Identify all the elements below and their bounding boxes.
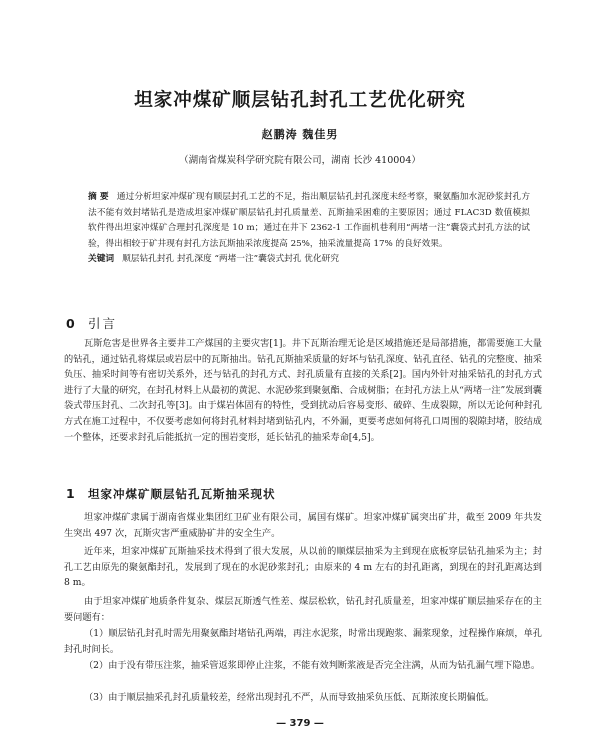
body-paragraph: （2）由于没有带压注浆，抽采管返浆即停止注浆，不能有效判断浆液是否完全注满，从而为钻孔漏气埋下隐患。 — [84, 660, 541, 671]
abstract-block — [88, 190, 530, 268]
abstract-text: 通过分析坦家冲煤矿现有顺层封孔工艺的不足，指出顺层钻孔封孔深度未经考察，聚氨酯加水泥砂浆封孔方法不能有效封堵钻孔是造成坦家冲煤矿顺层钻孔封孔质量差、瓦斯抽采困难的主要原因；通过 FLAC3D 数值模拟软件得出坦家冲煤矿合理封孔深度是 10 m；通过在井下 2362-1 工作面机巷利用“两堵一注”囊袋式封孔方法的试验，得出相较于矿井现有封孔方法瓦斯抽采浓度提高 25%，抽采流量提高 17% 的良好效果。 — [88, 192, 531, 249]
section-title: 坦家冲煤矿顺层钻孔瓦斯抽采现状 — [88, 487, 276, 501]
keywords-text: 顺层钻孔封孔 封孔深度 “两堵一注”囊袋式封孔 优化研究 — [122, 254, 340, 265]
section-heading-intro — [66, 314, 117, 332]
section-number: 1 — [66, 486, 75, 501]
keywords-label: 关键词 — [88, 254, 115, 265]
body-paragraph: 坦家冲煤矿隶属于湖南省煤业集团红卫矿业有限公司，属国有煤矿。坦家冲煤矿属突出矿井，截至 2009 年共发生突出 497 次，瓦斯灾害严重威胁矿井的安全生产。 — [64, 512, 542, 539]
keywords-paragraph — [88, 252, 530, 268]
paper-authors: 赵鹏涛 魏佳男 — [261, 128, 339, 141]
abstract-paragraph — [88, 190, 530, 252]
author-affiliation: （湖南省煤炭科学研究院有限公司，湖南 长沙 410004） — [179, 155, 421, 166]
section-heading-status — [66, 486, 276, 502]
intro-paragraph: 瓦斯危害是世界各主要井工产煤国的主要灾害[1]。井下瓦斯治理无论是区域措施还是局部措施，都需要施工大量的钻孔，通过钻孔将煤层或岩层中的瓦斯抽出。钻孔瓦斯抽采质量的好坏与钻孔深度、钻孔直径、钻孔的完整度、抽采负压、抽采时间等有密切关系外，还与钻孔的封孔方式、封孔质量有直接的关系[2]。国内外针对抽采钻孔的封孔方式进行了大量的研究，在封孔材料上从最初的黄泥、水泥砂浆到聚氨酯、合成树脂；在封孔方法上从“两堵一注”发展到囊袋式带压封孔、二次封孔等[3]。由于煤岩体固有的特性，受到扰动后容易变形、破碎、生成裂隙，所以无论何种封孔方式在施工过程中，不仅要考虑如何将封孔材料封堵到钻孔内，不外漏，更要考虑如何将孔口周围的裂隙封堵，胶结成一个整体，还要求封孔后能抵抗一定的围岩变形，延长钻孔的抽采寿命[4,5]。 — [64, 338, 542, 443]
body-paragraph: （3）由于顺层抽采孔封孔质量较差，经常出现封孔不严，从而导致抽采负压低、瓦斯浓度长期偏低。 — [84, 692, 495, 703]
body-paragraph: 近年来，坦家冲煤矿瓦斯抽采技术得到了很大发展，从以前的顺煤层抽采为主到现在底板穿层钻孔抽采为主；封孔工艺由原先的聚氨酯封孔，发展到了现在的水泥砂浆封孔；由原来的 4 m 左右的封孔距离，到现在的封孔距离达到 8 m。 — [64, 546, 542, 589]
section-title: 引言 — [88, 316, 118, 331]
page-number: — 379 — — [276, 718, 324, 729]
section-number: 0 — [66, 316, 75, 331]
paper-title: 坦家冲煤矿顺层钻孔封孔工艺优化研究 — [134, 90, 466, 111]
abstract-label: 摘 要 — [88, 192, 109, 202]
body-paragraph: （1）顺层钻孔封孔时需先用聚氨酯封堵钻孔两端，再注水泥浆，时常出现跑浆、漏浆现象，过程操作麻烦，单孔封孔时间长。 — [64, 628, 542, 655]
body-paragraph: 由于坦家冲煤矿地质条件复杂、煤层瓦斯透气性差、煤层松软，钻孔封孔质量差，坦家冲煤矿顺层抽采存在的主要问题有： — [64, 596, 542, 623]
